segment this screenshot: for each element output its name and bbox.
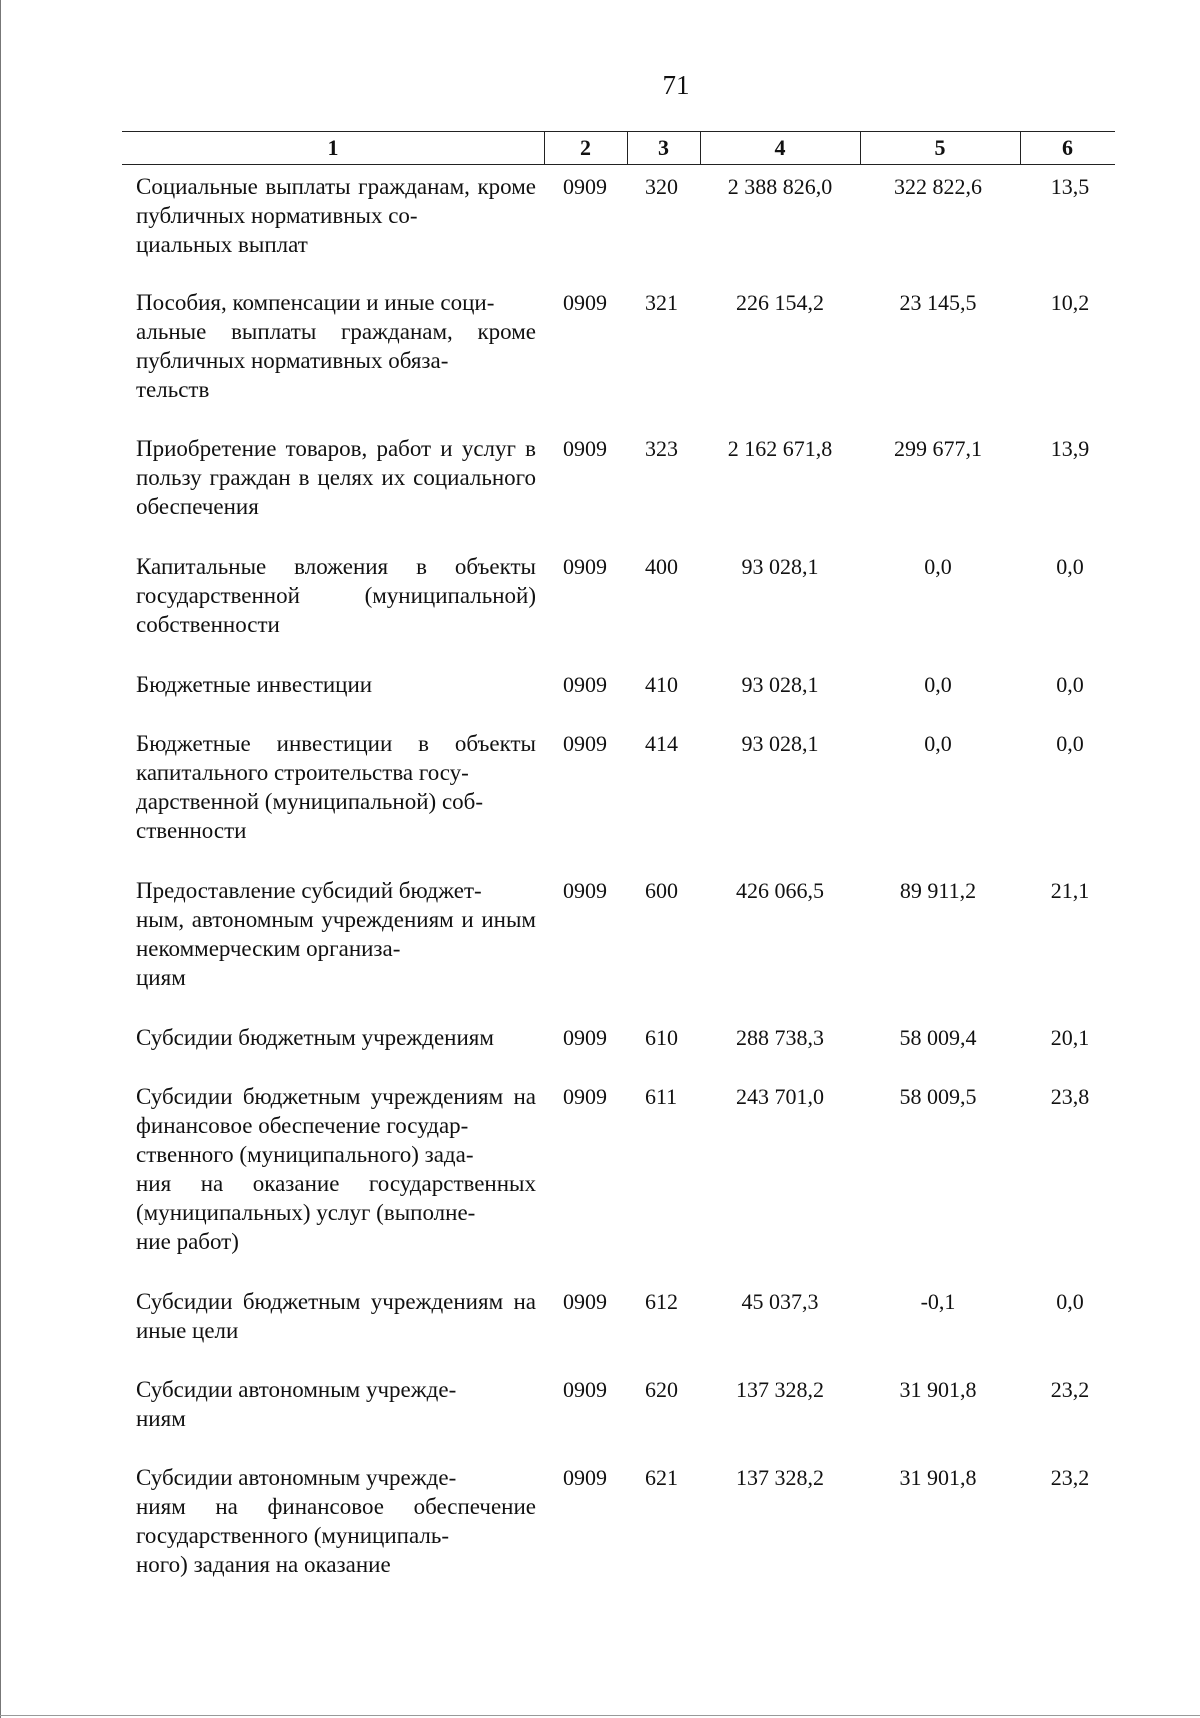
row-col-4-value: 243 701,0 (736, 1084, 824, 1109)
row-section-code: 0909 (563, 1377, 607, 1402)
row-col-5-value: 31 901,8 (899, 1377, 977, 1402)
row-col-4-value: 2 388 826,0 (727, 174, 833, 199)
row-description: Приобретение товаров, работ и услуг в пользу граждан в целях их социального обеспечения (136, 436, 536, 519)
row-section-code: 0909 (563, 554, 607, 579)
page-frame-bottom (0, 1715, 1200, 1716)
row-col-5-value: 0,0 (924, 554, 952, 579)
row-expense-type: 610 (645, 1025, 678, 1050)
row-col-5-value: 23 145,5 (899, 290, 977, 315)
row-section-code: 0909 (563, 436, 607, 461)
row-expense-type: 621 (645, 1465, 678, 1490)
row-expense-type: 612 (645, 1289, 678, 1314)
row-col-6-value: 23,2 (1050, 1465, 1090, 1490)
row-col-4-value: 137 328,2 (736, 1377, 824, 1402)
page-frame-left (0, 0, 1, 1718)
row-expense-type: 600 (645, 878, 678, 903)
header-col-5: 5 (934, 135, 946, 160)
row-expense-type: 400 (645, 554, 678, 579)
row-section-code: 0909 (563, 1025, 607, 1050)
table-header (122, 131, 1115, 165)
row-description: Субсидии бюджетным учреждениям на иные цели (136, 1289, 536, 1343)
row-col-6-value: 0,0 (1056, 672, 1084, 697)
row-description: Субсидии бюджетным учреждениям на финансовое обеспечение государ- ственного (муниципального) зада- ния на оказание государственных (муниципальных) услуг (выполне- ние работ) (136, 1084, 536, 1254)
row-expense-type: 414 (645, 731, 678, 756)
header-col-3: 3 (658, 135, 669, 160)
page-number: 71 (662, 70, 690, 100)
row-section-code: 0909 (563, 174, 607, 199)
row-expense-type: 321 (645, 290, 678, 315)
row-description: Капитальные вложения в объекты государственной (муниципальной) собственности (136, 554, 536, 637)
row-col-4-value: 137 328,2 (736, 1465, 824, 1490)
row-description: Бюджетные инвестиции (136, 672, 373, 697)
row-col-4-value: 2 162 671,8 (727, 436, 833, 461)
row-col-6-value: 0,0 (1056, 731, 1084, 756)
row-expense-type: 323 (645, 436, 678, 461)
row-description: Пособия, компенсации и иные соци- альные выплаты гражданам, кроме публичных нормативных обяза- тельств (136, 290, 536, 402)
header-col-4: 4 (774, 135, 786, 160)
row-col-5-value: 0,0 (924, 672, 952, 697)
row-section-code: 0909 (563, 672, 607, 697)
row-col-6-value: 20,1 (1050, 1025, 1090, 1050)
row-section-code: 0909 (563, 1465, 607, 1490)
row-col-6-value: 21,1 (1050, 878, 1090, 903)
row-description: Предоставление субсидий бюджет- ным, автономным учреждениям и иным некоммерческим организа- циям (136, 878, 536, 990)
row-col-6-value: 10,2 (1050, 290, 1090, 315)
row-col-5-value: 322 822,6 (894, 174, 982, 199)
row-col-4-value: 226 154,2 (736, 290, 824, 315)
row-section-code: 0909 (563, 1084, 607, 1109)
row-col-5-value: 58 009,5 (899, 1084, 977, 1109)
row-col-4-value: 288 738,3 (736, 1025, 824, 1050)
row-description: Субсидии автономным учрежде- ниям (136, 1377, 457, 1431)
row-description: Бюджетные инвестиции в объекты капитального строительства госу- дарственной (муниципальной) соб- ственности (136, 731, 536, 843)
row-expense-type: 320 (645, 174, 678, 199)
row-col-6-value: 23,2 (1050, 1377, 1090, 1402)
row-section-code: 0909 (563, 731, 607, 756)
row-expense-type: 611 (645, 1084, 678, 1109)
row-col-5-value: 89 911,2 (899, 878, 977, 903)
row-section-code: 0909 (563, 290, 607, 315)
row-col-4-value: 93 028,1 (741, 672, 819, 697)
row-col-4-value: 426 066,5 (736, 878, 824, 903)
row-col-6-value: 23,8 (1050, 1084, 1090, 1109)
row-col-4-value: 45 037,3 (741, 1289, 819, 1314)
row-col-5-value: 0,0 (924, 731, 952, 756)
row-col-6-value: 0,0 (1056, 554, 1084, 579)
row-section-code: 0909 (563, 1289, 607, 1314)
row-description: Субсидии бюджетным учреждениям (136, 1025, 494, 1050)
row-description: Социальные выплаты гражданам, кроме публичных нормативных со- циальных выплат (136, 174, 536, 257)
row-description: Субсидии автономным учрежде- ниям на финансовое обеспечение государственного (муниципаль- ного) задания на оказание (136, 1465, 536, 1577)
header-col-2: 2 (580, 135, 591, 160)
row-col-6-value: 0,0 (1056, 1289, 1084, 1314)
header-col-6: 6 (1062, 135, 1073, 160)
row-col-4-value: 93 028,1 (741, 731, 819, 756)
row-col-6-value: 13,5 (1050, 174, 1090, 199)
row-col-5-value: -0,1 (920, 1289, 956, 1314)
row-expense-type: 410 (645, 672, 678, 697)
row-section-code: 0909 (563, 878, 607, 903)
row-expense-type: 620 (645, 1377, 678, 1402)
header-col-1: 1 (327, 135, 339, 160)
row-col-4-value: 93 028,1 (741, 554, 819, 579)
row-col-6-value: 13,9 (1050, 436, 1090, 461)
row-col-5-value: 299 677,1 (894, 436, 982, 461)
row-col-5-value: 31 901,8 (899, 1465, 977, 1490)
row-col-5-value: 58 009,4 (899, 1025, 977, 1050)
